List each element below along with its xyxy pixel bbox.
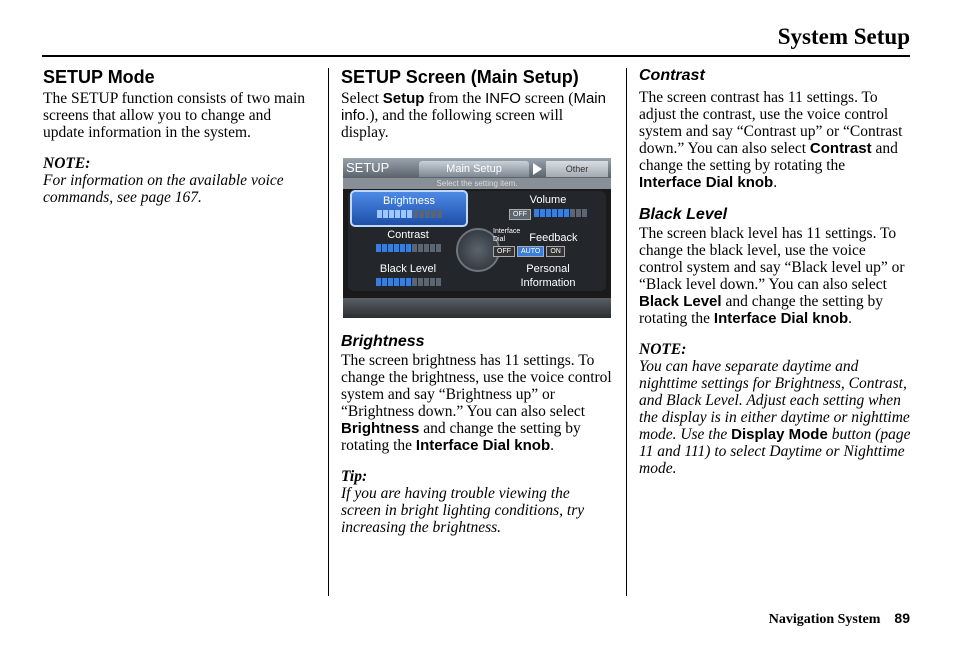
column-divider (328, 68, 329, 596)
column-setup-screen (341, 66, 613, 536)
black-level-text: The screen black level has 11 settings. To change the black level, use the voice control system and say “Black level up” or “Black level down.” You can also select Black Level and change the setting by rotating the Interface Dial knob. (639, 225, 905, 327)
note-label: NOTE: (43, 155, 91, 172)
screen-setup-label: SETUP (346, 160, 390, 175)
screen-instruction: Select the setting item. (343, 178, 611, 189)
column-divider (626, 68, 627, 596)
brightness-heading: Brightness (341, 333, 425, 350)
setup-mode-heading: SETUP Mode (43, 67, 155, 87)
header-rule (42, 55, 910, 57)
screen-tile-personal-information: Personal Information (520, 263, 576, 289)
tip-text: If you are having trouble viewing the screen in bright lighting conditions, try increasing the brightness. (341, 485, 585, 536)
screen-tile-volume: Volume OFF (495, 194, 601, 220)
setup-screen-heading: SETUP Screen (Main Setup) (341, 67, 579, 87)
page-footer (769, 610, 910, 628)
setup-screen-intro: Select Setup from the INFO screen (Main info.), and the following screen will display. (341, 90, 606, 141)
page-number: 89 (894, 610, 910, 626)
note-label: NOTE: (639, 341, 687, 358)
screen-tab-main-setup: Main Setup (419, 161, 529, 177)
screen-tile-contrast: Contrast (353, 229, 463, 252)
setup-mode-intro: The SETUP function consists of two main screens that allow you to change and update information in the system. (43, 90, 306, 141)
screen-tile-feedback: Interface Dial Feedback OFF AUTO ON (493, 228, 578, 255)
contrast-text: The screen contrast has 11 settings. To adjust the contrast, use the voice control system and say “Contrast up” or “Contrast down.” You can also select Contrast and change the setting by rotating the Interface Dial knob. (639, 89, 903, 191)
column-contrast-black-level (639, 66, 911, 477)
screen-tab-other: Other (546, 161, 608, 177)
note-text: For information on the available voice commands, see page 167. (43, 172, 284, 206)
screen-tile-brightness: Brightness (350, 190, 468, 227)
setup-screen-image (343, 158, 611, 318)
footer-label: Navigation System (768, 612, 881, 627)
page-title: System Setup (777, 24, 910, 49)
black-level-heading: Black Level (639, 206, 728, 223)
column-setup-mode (43, 66, 315, 206)
note-text: You can have separate daytime and nighttime settings for Brightness, Contrast, and Black Level. Adjust each setting when the display is in either daytime or nighttime mode. Use the Display Mode button (page 11 and 111) to select Daytime or Nighttime mode. (639, 358, 911, 477)
brightness-text: The screen brightness has 11 settings. To change the brightness, use the voice control system and say “Brightness up” or “Brightness down.” You can also select Brightness and change the setting by rotating the Interface Dial knob. (341, 352, 612, 454)
arrow-right-icon (533, 163, 542, 175)
contrast-heading: Contrast (639, 67, 705, 84)
screen-tile-black-level: Black Level (353, 263, 463, 286)
tip-label: Tip: (341, 468, 368, 485)
